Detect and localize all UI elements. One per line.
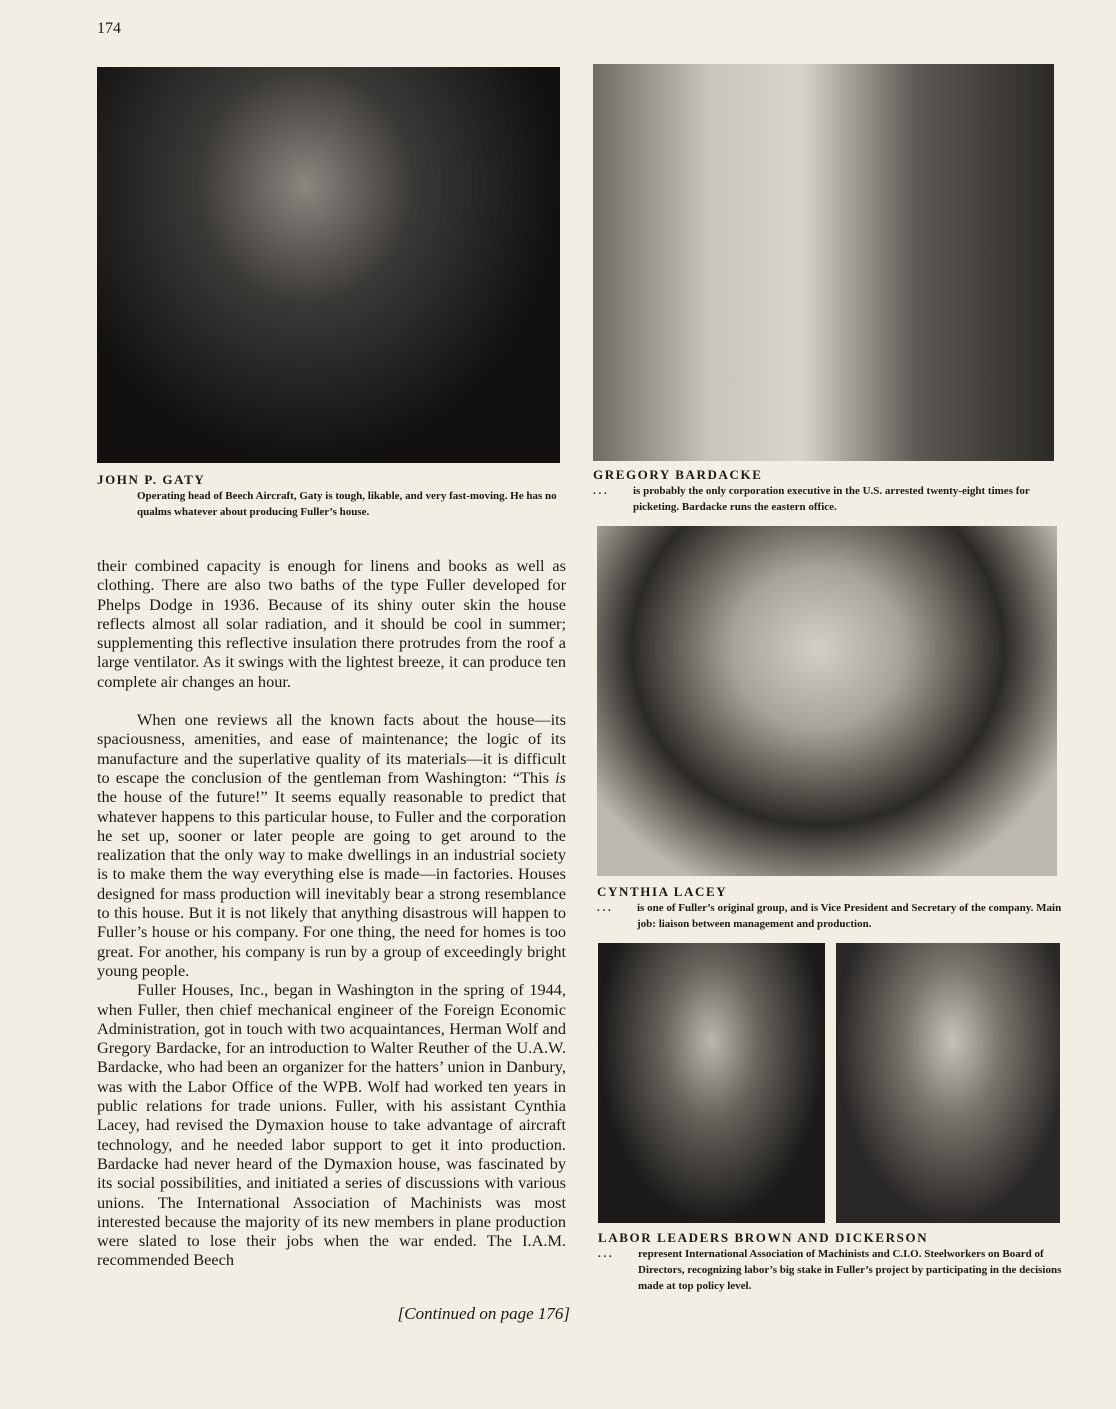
caption-text: represent International Association of Machinists and C.I.O. Steelworkers on Board of Directors, recognizing labor’s big stake in Fuller’s project by participating in the decisions made at top policy level. — [638, 1248, 1062, 1292]
caption-name: JOHN P. GATY — [97, 472, 206, 487]
caption-text: is one of Fuller’s original group, and is Vice President and Secretary of the company. Main job: liaison between management and production. — [637, 902, 1062, 930]
photo-dickerson — [836, 943, 1060, 1223]
paragraph: Fuller Houses, Inc., began in Washington in the spring of 1944, when Fuller, then chief mechanical engineer of the Foreign Economic Administration, got in touch with two acquaintances, Herman Wolf and Gregory Bardacke, for an introduction to Walter Reuther of the U.A.W. Bardacke, who had been an organizer for the hatters’ union in Danbury, was with the Labor Office of the WPB. Wolf had worked ten years in public relations for trade unions. Fuller, with his assistant Cynthia Lacey, had revised the Dymaxion house to take advantage of aircraft technology, and he needed labor support to get it into production. Bardacke had never heard of the Dymaxion house, was fascinated by its social possibilities, and initiated a series of discussions with various unions. The International Association of Machinists was most interested because the majority of its new members in plane production were slated to lose their jobs when the war ended. The I.A.M. recommended Beech — [97, 980, 566, 1270]
photo-brown — [598, 943, 825, 1223]
emphasis: is — [555, 767, 566, 787]
caption-lacey — [597, 884, 1065, 932]
page-number: 174 — [97, 20, 121, 37]
caption-gaty — [97, 472, 567, 520]
continued-notice: [Continued on page 176] — [397, 1304, 570, 1323]
paragraph: their combined capacity is enough for linens and books as well as clothing. There are also two baths of the type Fuller developed for Phelps Dodge in 1936. Because of its shiny outer skin the house reflects almost all solar radiation, and it should be cool in summer; supplementing this reflective insulation there protrudes from the roof a large ventilator. As it swings with the lightest breeze, it can produce ten complete air changes an hour. — [97, 556, 566, 691]
caption-text: Operating head of Beech Aircraft, Gaty is tough, likable, and very fast-moving. He has no qualms whatever about producing Fuller’s house. — [137, 490, 557, 518]
text-run: When one reviews all the known facts about the house—its spaciousness, amenities, and ease of maintenance; the logic of its manufacture and the superlative quality of its materials—it is difficult to escape the conclusion of the gentleman from Washington: “This — [97, 710, 566, 787]
text-run: the house of the future!” It seems equally reasonable to predict that whatever happens to this particular house, to Fuller and the corporation he set up, sooner or later people are going to get around to the realization that the only way to make dwellings in an industrial society is to make them the way everything else is made—in factories. Houses designed for mass production will inevitably bear a strong resemblance to this house. But it is not likely that anything disastrous will happen to Fuller’s house or his company. For one thing, the need for homes is too great. For another, his company is run by a group of exceedingly bright young people. — [97, 787, 566, 980]
caption-name: CYNTHIA LACEY — [597, 884, 728, 899]
caption-labor-leaders — [598, 1230, 1064, 1294]
caption-name: GREGORY BARDACKE — [593, 467, 763, 482]
photo-cynthia-lacey — [597, 526, 1057, 876]
caption-bardacke — [593, 467, 1061, 515]
caption-name: LABOR LEADERS BROWN AND DICKERSON — [598, 1230, 929, 1245]
ellipsis: . . . — [597, 902, 611, 914]
photo-john-gaty — [97, 67, 560, 463]
paragraph — [97, 710, 566, 980]
photo-gregory-bardacke — [593, 64, 1054, 461]
ellipsis: . . . — [593, 485, 607, 497]
article-body — [97, 556, 566, 1270]
ellipsis: . . . — [598, 1248, 612, 1260]
caption-text: is probably the only corporation executive in the U.S. arrested twenty-eight times for picketing. Bardacke runs the eastern office. — [633, 485, 1030, 513]
